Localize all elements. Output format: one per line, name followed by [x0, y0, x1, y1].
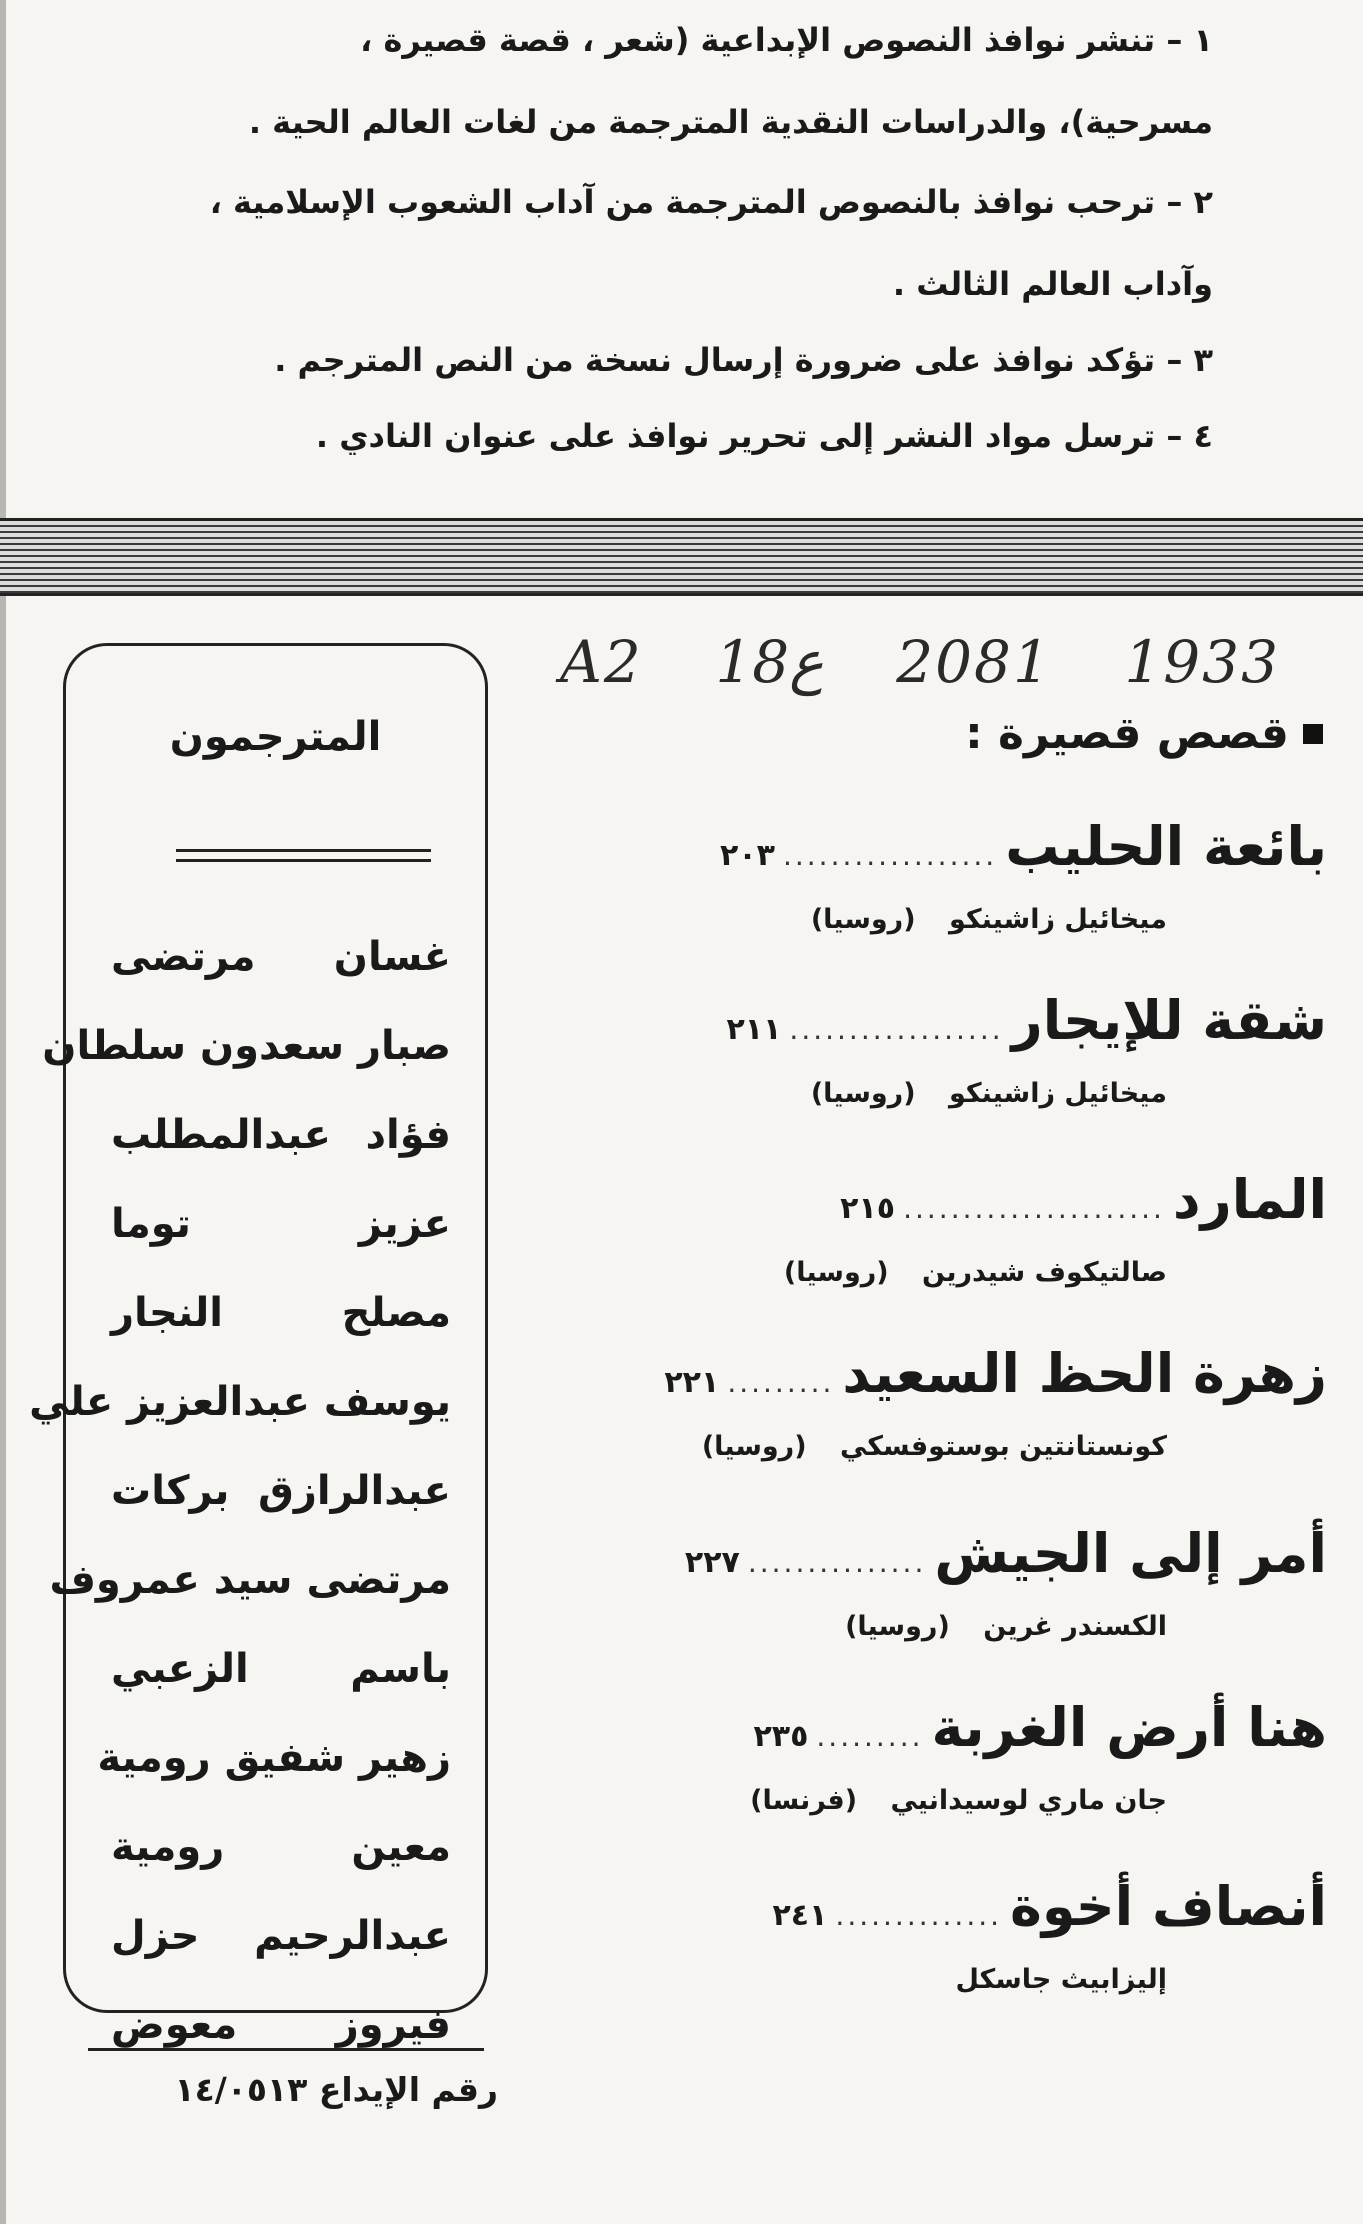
story-author: جان ماري لوسيدانيي: [890, 1785, 1167, 1816]
title-underline: [176, 849, 431, 852]
story-page: ٢٤١: [772, 1898, 828, 1933]
story-title: بائعة الحليب: [1005, 815, 1327, 878]
story-author: صالتيكوف شيدرين: [922, 1257, 1167, 1288]
rule-1-line-2: مسرحية)، والدراسات النقدية المترجمة من لغات العالم الحية .: [248, 103, 1213, 141]
translator-name: معين رومية: [111, 1824, 451, 1870]
translators-list: [29, 934, 451, 2091]
story-page: ٢٢١: [664, 1365, 720, 1400]
story-country: (روسيا): [701, 1431, 807, 1462]
handwritten-annotation: [560, 628, 1280, 696]
translator-name: باسم الزعبي: [111, 1646, 451, 1692]
leader-dots: .........: [816, 1720, 924, 1753]
translator-name: مرتضى سيد عمروف: [49, 1557, 451, 1603]
story-country: (فرنسا): [750, 1785, 858, 1816]
translator-name: عزيز توما: [111, 1201, 451, 1247]
story-entry-4: [527, 1342, 1327, 1465]
story-entry-5: [527, 1522, 1327, 1645]
story-page: ٢٣٥: [753, 1719, 809, 1754]
divider-line: [88, 2048, 484, 2051]
story-title: شقة للإيجار: [1011, 989, 1327, 1052]
story-entry-1: [527, 815, 1327, 938]
rule-2-line-1: ٢ – ترحب نوافذ بالنصوص المترجمة من آداب الشعوب الإسلامية ،: [209, 183, 1213, 221]
rule-2-line-2: وآداب العالم الثالث .: [892, 265, 1213, 303]
story-author: إليزابيث جاسكل: [955, 1964, 1167, 1995]
leader-dots: ..............: [835, 1899, 1003, 1932]
translator-name: عبدالرحيم حزل: [111, 1913, 451, 1959]
story-author-line: [527, 1783, 1167, 1819]
story-author: الكسندر غرين: [983, 1611, 1167, 1642]
section-title: قصص قصيرة :: [965, 708, 1289, 759]
story-country: (روسيا): [810, 904, 916, 935]
leader-dots: .........: [727, 1366, 835, 1399]
story-country: (روسيا): [783, 1257, 889, 1288]
handwritten-code-1: A2: [560, 628, 643, 696]
square-bullet-icon: [1303, 724, 1323, 744]
story-page: ٢٢٧: [684, 1545, 740, 1580]
story-title: أنصاف أخوة: [1010, 1875, 1327, 1938]
page-edge-shadow: [0, 0, 6, 2224]
story-title: أمر إلى الجيش: [934, 1522, 1327, 1585]
rule-3: ٣ – تؤكد نوافذ على ضرورة إرسال نسخة من النص المترجم .: [274, 341, 1213, 379]
leader-dots: ..................: [789, 1013, 1004, 1046]
title-underline: [176, 859, 431, 862]
rule-4: ٤ – ترسل مواد النشر إلى تحرير نوافذ على عنوان النادي .: [315, 417, 1213, 455]
story-title: هنا أرض الغربة: [931, 1696, 1327, 1759]
story-entry-2: [527, 989, 1327, 1112]
translator-name: فؤاد عبدالمطلب: [111, 1112, 451, 1158]
translator-name: فيروز معوض: [111, 2002, 451, 2048]
rule-1-line-1: ١ – تنشر نوافذ النصوص الإبداعية (شعر ، قصة قصيرة ،: [360, 21, 1213, 59]
story-entry-3: [527, 1168, 1327, 1291]
section-heading: [965, 708, 1323, 759]
story-page: ٢٠٣: [720, 838, 775, 873]
story-title: المارد: [1172, 1168, 1327, 1231]
story-author-line: [527, 1429, 1167, 1465]
story-country: (روسيا): [845, 1611, 950, 1642]
story-author: كونستانتين بوستوفسكي: [839, 1431, 1167, 1462]
story-author-line: [527, 1255, 1167, 1291]
story-author-line: [527, 1962, 1167, 1998]
leader-dots: ......................: [903, 1192, 1165, 1225]
story-entry-7: [527, 1875, 1327, 1998]
handwritten-code-4: 1933: [1124, 628, 1280, 696]
translator-name: زهير شفيق رومية: [97, 1735, 451, 1781]
story-entry-6: [527, 1696, 1327, 1819]
handwritten-code-2: 18ع: [715, 628, 824, 696]
leader-dots: ...............: [747, 1546, 927, 1579]
story-title: زهرة الحظ السعيد: [842, 1342, 1327, 1405]
translator-name: صبار سعدون سلطان: [42, 1023, 451, 1069]
translator-name: عبدالرازق بركات: [111, 1468, 451, 1514]
story-country: (روسيا): [810, 1078, 916, 1109]
translators-box: [29, 643, 488, 2048]
story-page: ٢١٥: [840, 1191, 896, 1226]
story-author-line: [527, 1076, 1167, 1112]
story-author-line: [527, 1609, 1167, 1645]
leader-dots: ..................: [782, 839, 998, 872]
story-author: ميخائيل زاشينكو: [948, 904, 1167, 935]
translator-name: يوسف عبدالعزيز علي: [29, 1379, 451, 1425]
story-author: ميخائيل زاشينكو: [948, 1078, 1167, 1109]
translator-name: مصلح النجار: [111, 1290, 451, 1336]
deposit-number: رقم الإيداع ١٤/٠٥١٣: [174, 2070, 498, 2109]
handwritten-code-3: 2081: [896, 628, 1052, 696]
section-divider-band: [0, 518, 1363, 596]
story-page: ٢١١: [726, 1012, 782, 1047]
translator-name: غسان مرتضى: [111, 934, 451, 980]
translators-title: المترجمون: [169, 714, 382, 760]
story-author-line: [527, 902, 1167, 938]
